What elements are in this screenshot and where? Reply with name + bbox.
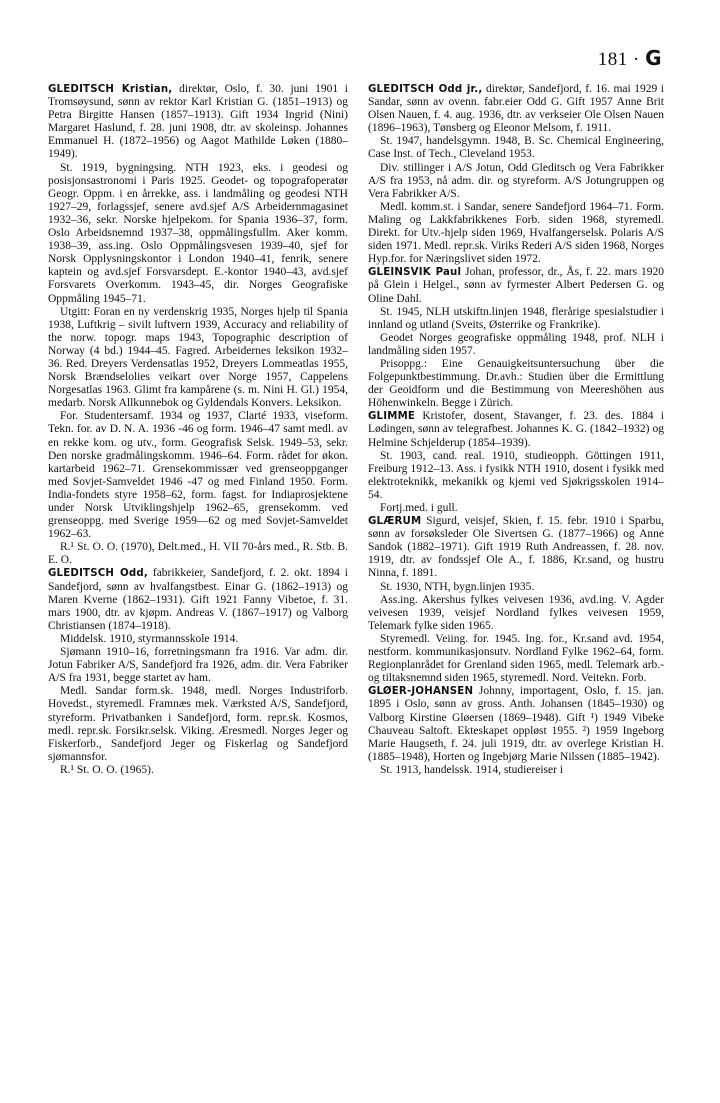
entry-paragraph: Middelsk. 1910, styrmannsskole 1914. <box>60 632 239 645</box>
entry-name: GLIMME <box>368 411 416 423</box>
entry-name: GLÆRUM <box>368 516 422 528</box>
entry-intro: Kristofer, dosent, Stavanger, f. 23. des. 1884 i Lødingen, sønn av telegrafbest. Johannes K. G. (1842–1932) og Helmine Schjelderup (1854–1939). <box>368 410 664 449</box>
entry-name: GLEDITSCH Odd, <box>48 568 148 580</box>
entry-paragraph: St. 1919, bygningsing. NTH 1923, eks. i geodesi og posisjonsastronomi i Paris 1925. Geodet- og topografoperatør Geogr. Oppm. i en årrekke, ass. i landmåling og geodesi NTH 1927–29, forlagssjef, senere avd.sjef A/S Arbeidernmagasinet 1932–36, sekr. Norske hjelpekom. for Spania 1936–37, form. Oslo Arbeidsnemnd 1937–38, oppmålingsfullm. Aker komm. 1938–39, ass.ing. Oslo Oppmålingsvesen 1939–40, sjef for Norsk Opplysningskontor i London 1940–41, fenrik, senere kaptein og avd.sjef Forsvarsdept. E.-kontor 1940–43, avd.sjef Forsvarets Overkomm. 1943–45, dir. Norges Geografiske Oppmåling 1945–71. <box>48 161 348 305</box>
entry-paragraph: R.¹ St. O. O. (1965). <box>60 763 154 776</box>
entry-intro: Johnny, importagent, Oslo, f. 15. jan. 1895 i Oslo, sønn av gross. Anth. Johansen (1845–1930) og Valborg Kirstine Gløersen (1869–1948). Gift ¹) 1949 Vibeke Chauveau Saltoft. Ekteskapet oppløst 1955. ²) 1959 Ingeborg Marie Haugseth, f. 24. juli 1919, dtr. av overlege Kristian H. (1885–1948), Horten og Ingebjørg Marie Nilssen (1885–1942). <box>368 685 664 763</box>
entry-paragraph: Ass.ing. Akershus fylkes veivesen 1936, avd.ing. V. Agder veivesen 1939, veisjef Nordland fylkes veivesen 1959, Telemark fylke siden 1965. <box>368 593 664 632</box>
entry-paragraph: Medl. Sandar form.sk. 1948, medl. Norges Industriforb. Hovedst., styremedl. Framnæs mek. Værksted A/S, Sandefjord, styreform. Privatbanken i Sandefjord, form. repr.sk. Kosmos, medl. repr.sk. Forsikr.selsk. Viking. Æresmedl. Norges Jeger og Fiskerforb., Sandefjord Jeger og Fiskerlag og Sandefjord sjømannsfor. <box>48 685 348 763</box>
entry-name: GLEDITSCH Odd jr., <box>368 84 483 95</box>
biography-entry <box>48 567 348 632</box>
section-letter: G <box>645 46 662 70</box>
entry-intro: fabrikkeier, Sandefjord, f. 2. okt. 1894 i Sandefjord, sønn av hvalfangstbest. Einar G. (1862–1913) og Maren Kverne (1862–1931). Gift 1921 Fanny Vibetoe, f. 31. mars 1900, dtr. av kjøpm. Andreas V. (1867–1917) og Valborg Christiansen (1874–1918). <box>48 567 348 632</box>
entry-paragraph: Geodet Norges geografiske oppmåling 1948, prof. NLH i landmåling siden 1957. <box>368 331 664 357</box>
entry-paragraph: St. 1945, NLH utskiftn.linjen 1948, flerårige spesialstudier i innland og utland (Sveits, Østerrike og Frankrike). <box>368 305 664 331</box>
entry-paragraph: Sjømann 1910–16, forretningsmann fra 1916. Var adm. dir. Jotun Fabriker A/S, Sandefjord fra 1926, adm. dir. Vera Fabriker A/S fra 1931, begge startet av ham. <box>48 646 348 685</box>
left-column <box>48 83 348 777</box>
entry-intro: direktør, Sandefjord, f. 16. mai 1929 i Sandar, sønn av ovenn. fabr.eier Odd G. Gift 1957 Anne Brit Olsen Nauen, f. 4. aug. 1936, dtr. av verkseier Ole Olsen Nauen (1896–1963), Tønsberg og Eleonor Melsom, f. 1911. <box>368 83 665 135</box>
page-number: 181 · <box>597 49 640 70</box>
entry-paragraph: R.¹ St. O. O. (1970), Delt.med., H. VII 70-års med., R. Stb. B. E. O. <box>48 541 348 567</box>
entry-intro: Johan, professor, dr., Ås, f. 22. mars 1920 på Glein i Helgel., sønn av fyrmester Albert Pedersen G. og Oline Dahl. <box>368 266 664 305</box>
page-header <box>598 46 662 71</box>
entry-paragraph: Medl. komm.st. i Sandar, senere Sandefjord 1964–71. Form. Maling og Lakkfabrikkenes Forb. siden 1968, styremedl. Direkt. for Utv.-hjelp siden 1969, Hvalfangerselsk. Polaris A/S siden 1971. Medl. repr.sk. Viriks Rederi A/S siden 1968, Norges Hyp.for. for Næringslivet siden 1972. <box>368 200 664 266</box>
entry-intro: Sigurd, veisjef, Skien, f. 15. febr. 1910 i Sparbu, sønn av forsøksleder Ole Sivertsen G. (1877–1966) og Anne Sandok (1882–1971). Gift 1919 Ruth Andreassen, f. 28. nov. 1919, dtr. av fondssjef Ole A., f. 1886, Kr.sand, og hustru Ninna, f. 1891. <box>368 515 664 580</box>
entry-name: GLEDITSCH Kristian, <box>48 84 173 95</box>
entry-paragraph: St. 1913, handelssk. 1914, studiereiser i <box>380 763 564 776</box>
entry-paragraph: Prisoppg.: Eine Genauigkeitsuntersuchung über die Folgepunktbestimmung. Dr.avh.: Studien über die Ermittlung der Geoidform und die Bestimmung von Meereshöhen aus Höhenwinkeln. Begge i Zürich. <box>368 357 664 410</box>
entry-paragraph: Fortj.med. i gull. <box>380 502 458 514</box>
entry-paragraph: St. 1947, handelsgymn. 1948, B. Sc. Chemical Engineering, Case Inst. of Tech., Cleveland 1953. <box>368 135 664 161</box>
biography-entry <box>368 83 664 135</box>
entry-paragraph: Div. stillinger i A/S Jotun, Odd Gleditsch og Vera Fabrikker A/S fra 1953, nå adm. dir. og styreform. A/S Jotungruppen og Vera Fabrikker A/S. <box>368 161 664 200</box>
entry-paragraph: Utgitt: Foran en ny verdenskrig 1935, Norges hjelp til Spania 1938, Luftkrig – sivilt luftvern 1939, Accuracy and reliability of the norw. topogr. maps 1943, Topographic description of Norway (4 bd.) 1944–45. Fagred. Arbeidernes leksikon 1932–36. Red. Dreyers Verdensatlas 1952, Dreyers Lommeatlas 1955, Norsk Brændselolies veikart over Norge 1957, Cappelens Norgesatlas 1963. Glimt fra kampårene (s. m. Nini H. Gl.) 1954, medarb. Norsk Allkunnebok og Gyldendals Konvers. Leksikon. <box>48 305 348 410</box>
entry-paragraph: Styremedl. Veiing. for. 1945. Ing. for., Kr.sand avd. 1954, nestform. kommunikasjonsutv. Nordland Fylke 1962–64, form. Regionplanrådet for Grenland siden 1965, medl. Telemark arb.- og tiltaksnemnd siden 1965, styremedl. Nord. Veitekn. Forb. <box>368 632 664 685</box>
biography-entry <box>368 410 664 449</box>
entry-intro: direktør, Oslo, f. 30. juni 1901 i Tromsøysund, sønn av rektor Karl Kristian G. (1851–1913) og Petra Birgitte Hansen (1857–1913). Gift 1934 Ingrid (Nini) Margaret Haslund, f. 28. juni 1908, dtr. av skoleinsp. Johannes Emmanuel H. (1872–1956) og Aagot Mathilde Løken (1880–1949). <box>48 83 348 161</box>
biography-entry <box>368 266 664 305</box>
entry-name: GLØER-JOHANSEN <box>368 686 474 698</box>
right-column <box>368 83 664 777</box>
entry-paragraph: For. Studentersamf. 1934 og 1937, Clarté 1933, viseform. Tekn. for. av D. N. A. 1936 -46 og form. 1946–47 samt medl. av en rekke kom. og utv., form. Geografisk Selsk. 1949–53, sekr. Den norske gradmålingskomm. 1946–64. Form. rådet for økon. kartarbeid 1962–71. Grensekommissær ved grenseoppganger med Sovjet-Samveldet 1946 -47 og med Finland 1950. Form. India-fondets styre 1958–62, form. fagst. for Indiaprosjektene under Norsk Utviklingshjelp 1962–65, grensekomm. ved grenseoppg. med Sverige 1959—62 og med Sovjet-Samveldet 1962–63. <box>48 410 348 541</box>
biography-entry <box>368 685 664 764</box>
entry-paragraph: St. 1930, NTH, bygn.linjen 1935. <box>380 580 535 593</box>
biography-entry <box>48 83 348 162</box>
biography-entry <box>368 515 664 580</box>
entry-name: GLEINSVIK Paul <box>368 267 462 279</box>
entry-paragraph: St. 1903, cand. real. 1910, studieopph. Göttingen 1911, Freiburg 1912–13. Ass. i fysikk NTH 1910, dosent i fysikk med elektroteknikk, mekanikk og kjemi ved Sjøkrigsskolen 1914–54. <box>368 449 664 501</box>
